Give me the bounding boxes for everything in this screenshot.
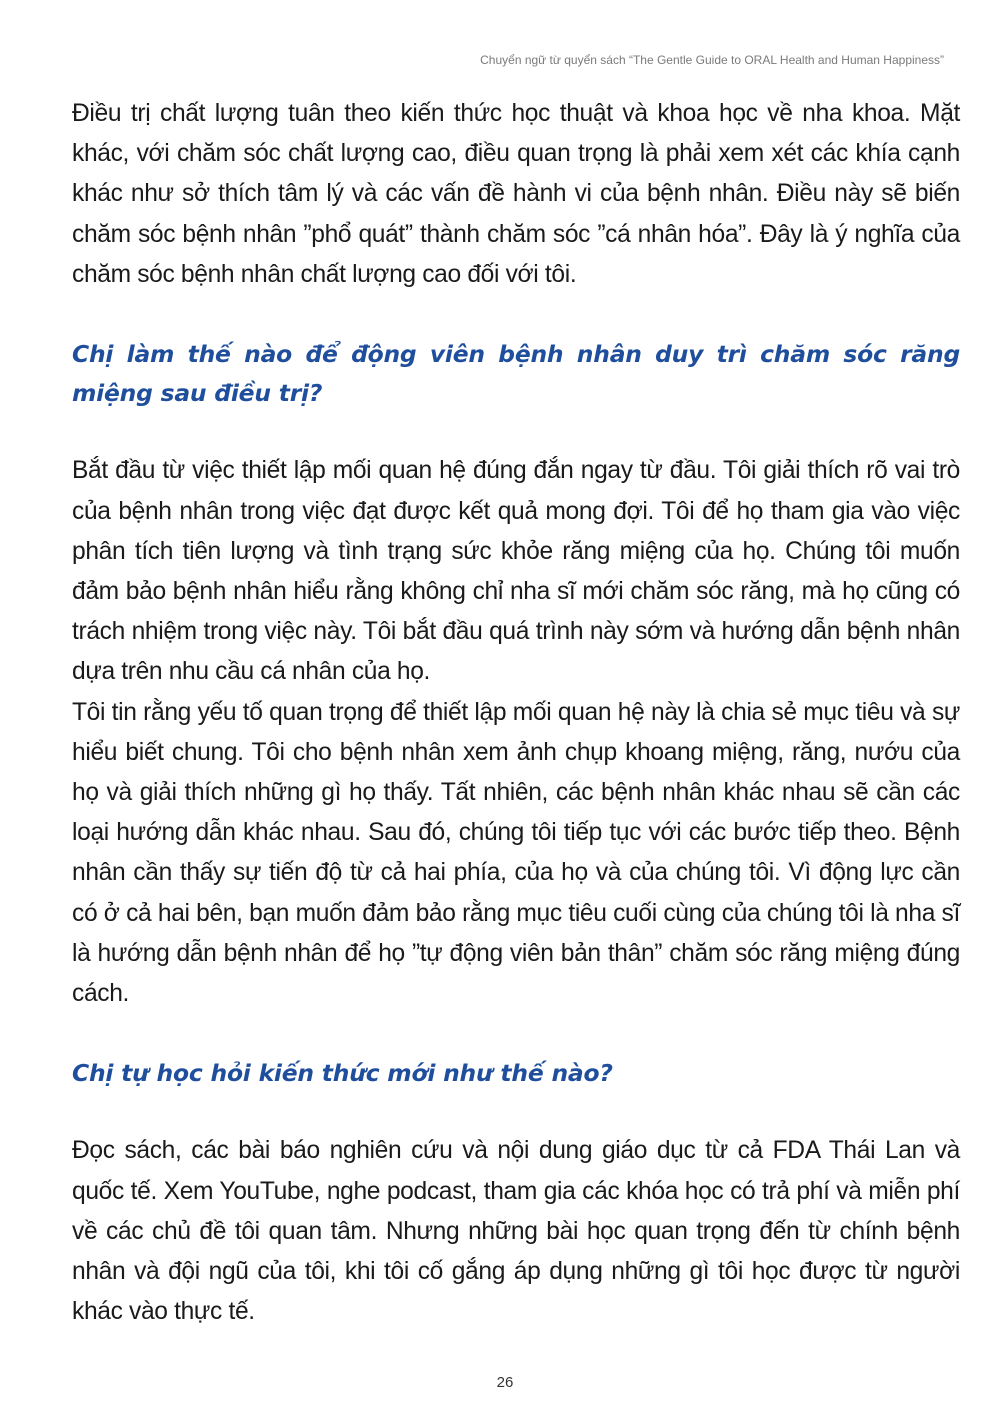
page-content — [72, 94, 960, 1332]
paragraph-self-learning: Đọc sách, các bài báo nghiên cứu và nội dung giáo dục từ cả FDA Thái Lan và quốc tế. Xem YouTube, nghe podcast, tham gia các khóa học có trả phí và miễn phí về các chủ đề tôi quan tâm. Nhưng những bài học quan trọng đến từ chính bệnh nhân và đội ngũ của tôi, khi tôi cố gắng áp dụng những gì tôi học được từ người khác vào thực tế. — [72, 1137, 960, 1326]
paragraph-quality-care: Điều trị chất lượng tuân theo kiến thức học thuật và khoa học về nha khoa. Mặt khác, với chăm sóc chất lượng cao, điều quan trọng là phải xem xét các khía cạnh khác như sở thích tâm lý và các vấn đề hành vi của bệnh nhân. Điều này sẽ biến chăm sóc bệnh nhân ”phổ quát” thành chăm sóc ”cá nhân hóa”. Đây là ý nghĩa của chăm sóc bệnh nhân chất lượng cao đối với tôi. — [72, 100, 960, 288]
page-number: 26 — [496, 1374, 514, 1391]
paragraph-relationship: Bắt đầu từ việc thiết lập mối quan hệ đúng đắn ngay từ đầu. Tôi giải thích rõ vai trò của bệnh nhân trong việc đạt được kết quả mong đợi. Tôi để họ tham gia vào việc phân tích tiên lượng và tình trạng sức khỏe răng miệng của họ. Chúng tôi muốn đảm bảo bệnh nhân hiểu rằng không chỉ nha sĩ mới chăm sóc răng, mà họ cũng có trách nhiệm trong việc này. Tôi bắt đầu quá trình này sớm và hướng dẫn bệnh nhân dựa trên nhu cầu cá nhân của họ. — [72, 457, 960, 686]
question-heading-learning: Chị tự học hỏi kiến thức mới như thế nào? — [72, 1059, 613, 1088]
paragraph-shared-goals: Tôi tin rằng yếu tố quan trọng để thiết lập mối quan hệ này là chia sẻ mục tiêu và sự hiểu biết chung. Tôi cho bệnh nhân xem ảnh chụp khoang miệng, răng, nướu của họ và giải thích những gì họ thấy. Tất nhiên, các bệnh nhân khác nhau sẽ cần các loại hướng dẫn khác nhau. Sau đó, chúng tôi tiếp tục với các bước tiếp theo. Bệnh nhân cần thấy sự tiến độ từ cả hai phía, của họ và của chúng tôi. Vì động lực cần có ở cả hai bên, bạn muốn đảm bảo rằng mục tiêu cuối cùng của chúng tôi là nha sĩ là hướng dẫn bệnh nhân để họ ”tự động viên bản thân” chăm sóc răng miệng đúng cách. — [72, 698, 960, 1008]
question-heading-motivation: Chị làm thế nào để động viên bệnh nhân duy trì chăm sóc răng miệng sau điều trị? — [72, 340, 960, 408]
running-header: Chuyển ngữ từ quyển sách “The Gentle Guide to ORAL Health and Human Happiness” — [480, 53, 944, 67]
